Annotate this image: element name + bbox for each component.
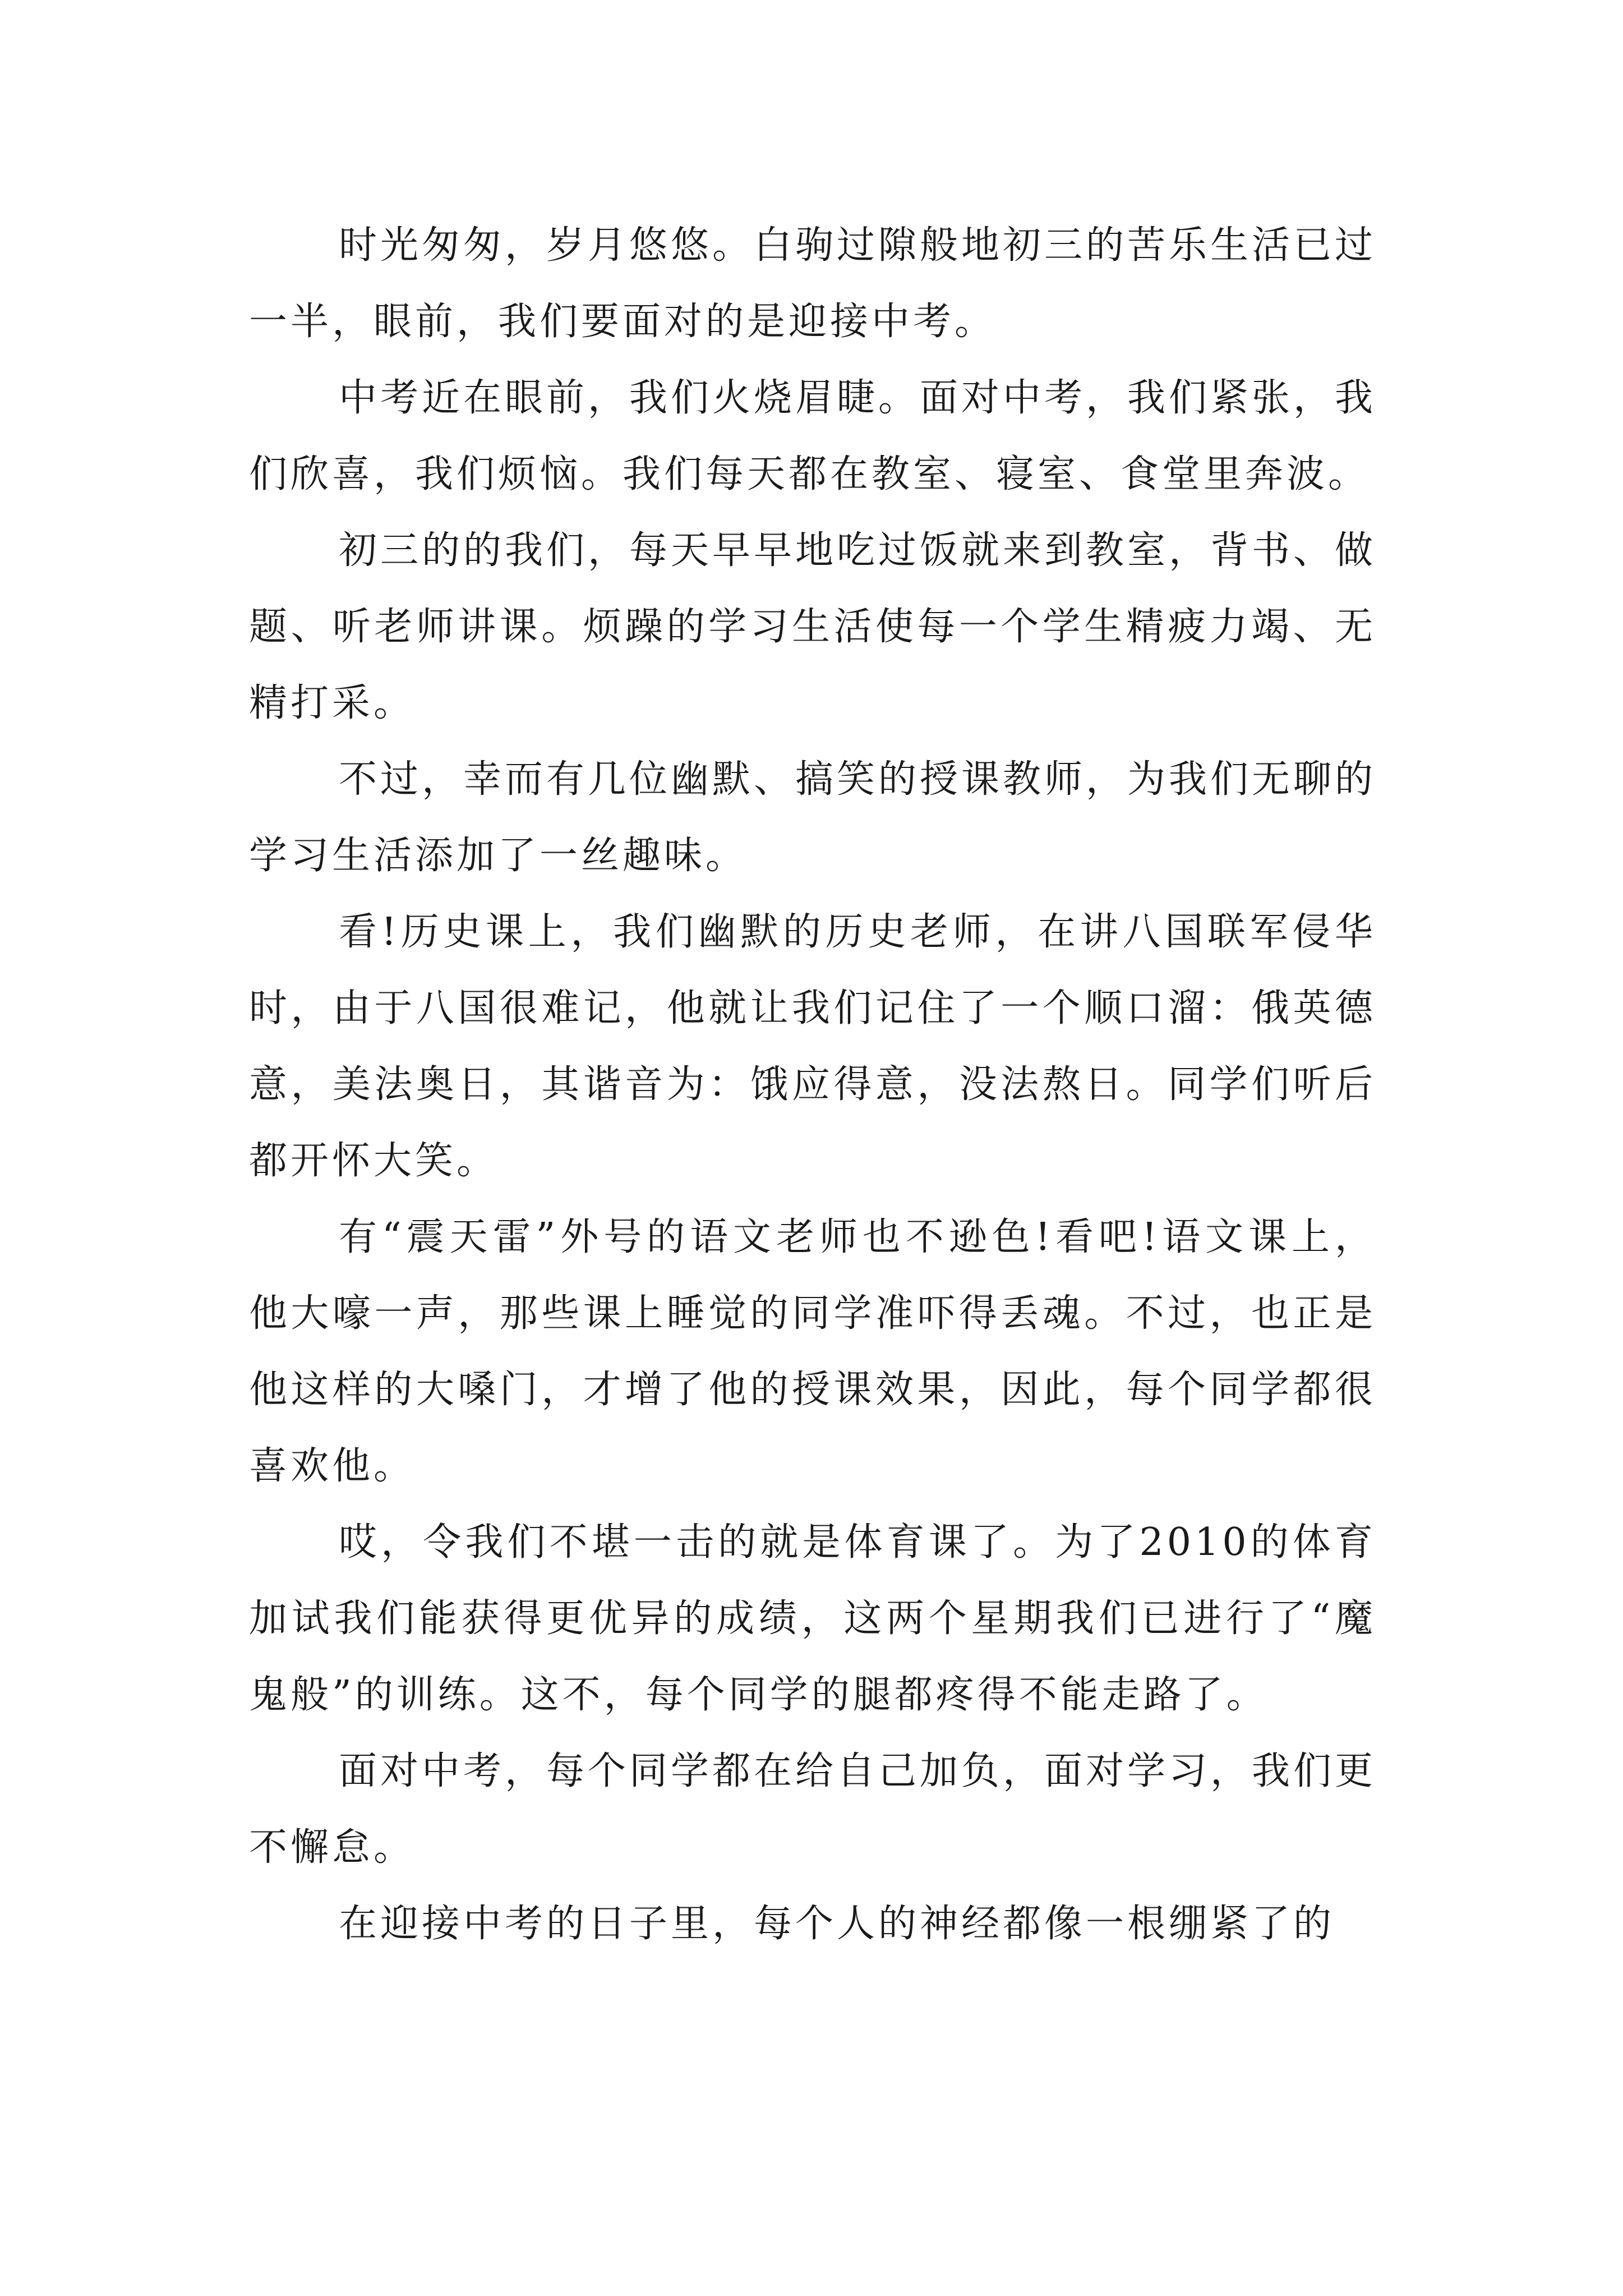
paragraph-1: 时光匆匆，岁月悠悠。白驹过隙般地初三的苦乐生活已过一半，眼前，我们要面对的是迎接中考。 (249, 223, 1377, 344)
paragraph-8: 面对中考，每个同学都在给自己加负，面对学习，我们更不懈怠。 (249, 1749, 1377, 1870)
paragraph-4: 不过，幸而有几位幽默、搞笑的授课教师，为我们无聊的学习生活添加了一丝趣味。 (249, 757, 1377, 878)
paragraph-2: 中考近在眼前，我们火烧眉睫。面对中考，我们紧张，我们欣喜，我们烦恼。我们每天都在教室、寝室、食堂里奔波。 (249, 376, 1377, 496)
paragraph-3: 初三的的我们，每天早早地吃过饭就来到教室，背书、做题、听老师讲课。烦躁的学习生活使每一个学生精疲力竭、无精打采。 (249, 528, 1377, 725)
essay-body (249, 208, 1376, 1962)
paragraph-7: 哎，令我们不堪一击的就是体育课了。为了2010的体育加试我们能获得更优异的成绩，这两个星期我们已进行了“魔鬼般”的训练。这不，每个同学的腿都疼得不能走路了。 (249, 1520, 1376, 1717)
paragraph-6: 有“震天雷”外号的语文老师也不逊色!看吧!语文课上，他大嚎一声，那些课上睡觉的同学准吓得丢魂。不过，也正是他这样的大嗓门，才增了他的授课效果，因此，每个同学都很喜欢他。 (249, 1215, 1376, 1488)
paragraph-9: 在迎接中考的日子里，每个人的神经都像一根绷紧了的 (339, 1902, 1335, 1946)
paragraph-5: 看!历史课上，我们幽默的历史老师，在讲八国联军侵华时，由于八国很难记，他就让我们记住了一个顺口溜：俄英德意，美法奥日，其谐音为：饿应得意，没法熬日。同学们听后都开怀大笑。 (249, 910, 1376, 1183)
